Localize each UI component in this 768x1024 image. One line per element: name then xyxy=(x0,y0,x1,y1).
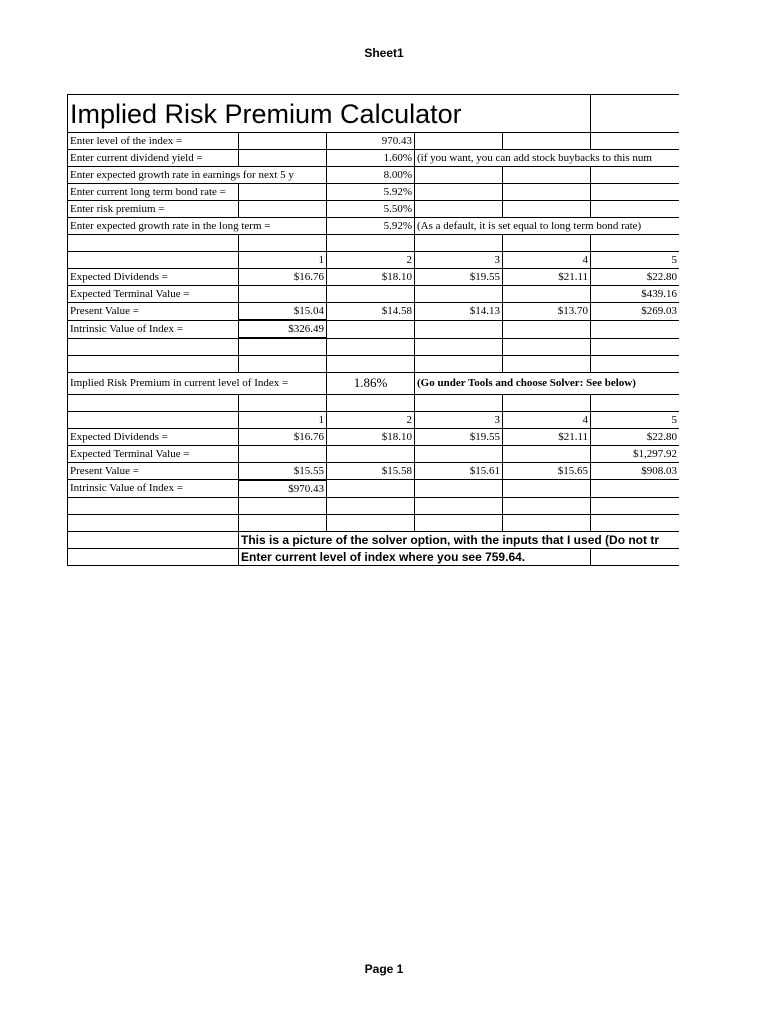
pv-value[interactable]: $15.55 xyxy=(239,462,327,480)
empty-cell[interactable] xyxy=(415,184,503,201)
row-label: Intrinsic Value of Index = xyxy=(68,480,239,498)
empty-cell[interactable] xyxy=(503,394,591,411)
empty-cell[interactable] xyxy=(591,133,679,150)
empty-cell[interactable] xyxy=(239,338,327,355)
empty-cell[interactable] xyxy=(68,394,239,411)
blank-row xyxy=(68,355,680,372)
note-row xyxy=(68,548,680,565)
input-row xyxy=(68,150,680,167)
dividend-value[interactable]: $21.11 xyxy=(503,269,591,286)
empty-cell[interactable] xyxy=(68,531,239,548)
pv-value[interactable]: $13.70 xyxy=(503,303,591,321)
dividend-value[interactable]: $19.55 xyxy=(415,428,503,445)
empty-cell[interactable] xyxy=(327,338,415,355)
empty-cell[interactable] xyxy=(327,355,415,372)
empty-cell[interactable] xyxy=(591,201,679,218)
empty-cell[interactable] xyxy=(591,355,679,372)
row-label: Present Value = xyxy=(68,462,239,480)
empty-cell[interactable] xyxy=(239,235,327,252)
present-value-row xyxy=(68,303,680,321)
empty-cell[interactable] xyxy=(503,286,591,303)
input-label: Enter expected growth rate in the long term = xyxy=(68,218,327,235)
year-header-row xyxy=(68,252,680,269)
empty-cell[interactable] xyxy=(68,548,239,565)
empty-cell[interactable] xyxy=(503,514,591,531)
title-row xyxy=(68,95,680,133)
empty-cell[interactable] xyxy=(68,411,239,428)
empty-cell[interactable] xyxy=(503,480,591,498)
intrinsic-value[interactable]: $970.43 xyxy=(239,480,327,498)
empty-cell[interactable] xyxy=(503,201,591,218)
present-value-row xyxy=(68,462,680,480)
dividend-value[interactable]: $21.11 xyxy=(503,428,591,445)
input-value[interactable]: 970.43 xyxy=(327,133,415,150)
empty-cell[interactable] xyxy=(591,235,679,252)
empty-cell[interactable] xyxy=(239,184,327,201)
blank-row xyxy=(68,394,680,411)
empty-cell[interactable] xyxy=(415,133,503,150)
input-note: (As a default, it is set equal to long term bond rate) xyxy=(415,218,680,235)
empty-cell[interactable] xyxy=(327,514,415,531)
empty-cell[interactable] xyxy=(415,355,503,372)
year-label: 4 xyxy=(503,252,591,269)
empty-cell[interactable] xyxy=(503,133,591,150)
empty-cell[interactable] xyxy=(591,497,679,514)
input-value[interactable]: 8.00% xyxy=(327,167,415,184)
intrinsic-value[interactable]: $326.49 xyxy=(239,320,327,338)
pv-value[interactable]: $15.65 xyxy=(503,462,591,480)
empty-cell[interactable] xyxy=(327,235,415,252)
empty-cell[interactable] xyxy=(503,445,591,462)
input-note: (if you want, you can add stock buybacks to this num xyxy=(415,150,680,167)
year-label: 2 xyxy=(327,411,415,428)
pv-value[interactable]: $15.61 xyxy=(415,462,503,480)
input-value[interactable]: 5.50% xyxy=(327,201,415,218)
empty-cell[interactable] xyxy=(503,497,591,514)
empty-cell[interactable] xyxy=(591,320,679,338)
empty-cell[interactable] xyxy=(327,286,415,303)
empty-cell[interactable] xyxy=(503,355,591,372)
implied-premium-row xyxy=(68,372,680,394)
empty-cell[interactable] xyxy=(327,497,415,514)
empty-cell[interactable] xyxy=(591,514,679,531)
year-label: 5 xyxy=(591,411,679,428)
row-label: Present Value = xyxy=(68,303,239,321)
dividend-value[interactable]: $19.55 xyxy=(415,269,503,286)
empty-cell[interactable] xyxy=(239,514,327,531)
empty-cell[interactable] xyxy=(415,201,503,218)
empty-cell[interactable] xyxy=(68,497,239,514)
row-label: Expected Terminal Value = xyxy=(68,286,239,303)
pv-value[interactable]: $15.04 xyxy=(239,303,327,321)
year-label: 4 xyxy=(503,411,591,428)
year-label: 2 xyxy=(327,252,415,269)
empty-cell[interactable] xyxy=(415,497,503,514)
input-row xyxy=(68,218,680,235)
empty-cell[interactable] xyxy=(68,252,239,269)
empty-cell[interactable] xyxy=(239,355,327,372)
dividend-value[interactable]: $22.80 xyxy=(591,428,679,445)
year-label: 5 xyxy=(591,252,679,269)
pv-value[interactable]: $269.03 xyxy=(591,303,679,321)
empty-cell[interactable] xyxy=(68,338,239,355)
implied-premium-value[interactable]: 1.86% xyxy=(327,372,415,394)
empty-cell[interactable] xyxy=(591,548,679,565)
dividend-value[interactable]: $16.76 xyxy=(239,269,327,286)
year-label: 3 xyxy=(415,252,503,269)
dividends-row xyxy=(68,428,680,445)
empty-cell[interactable] xyxy=(239,201,327,218)
blank-row xyxy=(68,235,680,252)
input-value[interactable]: 5.92% xyxy=(327,184,415,201)
blank-row xyxy=(68,338,680,355)
input-value[interactable]: 1.60% xyxy=(327,150,415,167)
implied-premium-label: Implied Risk Premium in current level of Index = xyxy=(68,372,327,394)
empty-cell[interactable] xyxy=(503,320,591,338)
calculator-table xyxy=(67,94,679,566)
empty-cell[interactable] xyxy=(415,445,503,462)
sheet-title: Sheet1 xyxy=(364,46,404,60)
page-title: Implied Risk Premium Calculator xyxy=(68,95,591,133)
dividend-value[interactable]: $18.10 xyxy=(327,428,415,445)
terminal-row xyxy=(68,286,680,303)
empty-cell[interactable] xyxy=(503,338,591,355)
empty-cell[interactable] xyxy=(327,320,415,338)
year-label: 1 xyxy=(239,411,327,428)
empty-cell[interactable] xyxy=(415,167,503,184)
empty-cell[interactable] xyxy=(415,286,503,303)
terminal-value[interactable]: $1,297.92 xyxy=(591,445,679,462)
row-label: Intrinsic Value of Index = xyxy=(68,320,239,338)
empty-cell[interactable] xyxy=(68,355,239,372)
row-label: Expected Terminal Value = xyxy=(68,445,239,462)
empty-cell[interactable] xyxy=(239,497,327,514)
blank-row xyxy=(68,497,680,514)
intrinsic-row xyxy=(68,320,680,338)
empty-cell[interactable] xyxy=(239,394,327,411)
empty-cell[interactable] xyxy=(591,338,679,355)
empty-cell[interactable] xyxy=(327,445,415,462)
input-label: Enter level of the index = xyxy=(68,133,239,150)
input-row xyxy=(68,133,680,150)
year-label: 1 xyxy=(239,252,327,269)
empty-cell[interactable] xyxy=(591,480,679,498)
empty-cell[interactable] xyxy=(415,235,503,252)
empty-cell[interactable] xyxy=(239,286,327,303)
empty-cell[interactable] xyxy=(239,150,327,167)
row-label: Expected Dividends = xyxy=(68,269,239,286)
pv-value[interactable]: $14.13 xyxy=(415,303,503,321)
year-label: 3 xyxy=(415,411,503,428)
note-row xyxy=(68,531,680,548)
dividend-value[interactable]: $16.76 xyxy=(239,428,327,445)
pv-value[interactable]: $14.58 xyxy=(327,303,415,321)
solver-note: (Go under Tools and choose Solver: See below) xyxy=(415,372,680,394)
empty-cell[interactable] xyxy=(415,394,503,411)
input-label: Enter risk premium = xyxy=(68,201,239,218)
index-level-note: Enter current level of index where you see 759.64. xyxy=(239,548,591,565)
empty-cell[interactable] xyxy=(415,514,503,531)
empty-cell[interactable] xyxy=(591,184,679,201)
dividend-value[interactable]: $22.80 xyxy=(591,269,679,286)
input-row xyxy=(68,184,680,201)
intrinsic-row xyxy=(68,480,680,498)
input-label: Enter current long term bond rate = xyxy=(68,184,239,201)
empty-cell[interactable] xyxy=(591,394,679,411)
input-label: Enter expected growth rate in earnings for next 5 y xyxy=(68,167,327,184)
solver-picture-note: This is a picture of the solver option, with the inputs that I used (Do not tr xyxy=(239,531,680,548)
empty-cell[interactable] xyxy=(327,480,415,498)
empty-cell[interactable] xyxy=(415,338,503,355)
empty-cell[interactable] xyxy=(327,394,415,411)
blank-row xyxy=(68,514,680,531)
terminal-value[interactable]: $439.16 xyxy=(591,286,679,303)
empty-cell[interactable] xyxy=(503,184,591,201)
dividends-row xyxy=(68,269,680,286)
spreadsheet-grid xyxy=(67,94,679,566)
terminal-row xyxy=(68,445,680,462)
empty-cell[interactable] xyxy=(503,235,591,252)
year-header-row xyxy=(68,411,680,428)
input-label: Enter current dividend yield = xyxy=(68,150,239,167)
input-value[interactable]: 5.92% xyxy=(327,218,415,235)
empty-cell[interactable] xyxy=(239,133,327,150)
empty-cell[interactable] xyxy=(591,95,679,133)
empty-cell[interactable] xyxy=(503,167,591,184)
empty-cell[interactable] xyxy=(415,480,503,498)
empty-cell[interactable] xyxy=(591,167,679,184)
page-number: Page 1 xyxy=(364,962,404,976)
empty-cell[interactable] xyxy=(68,235,239,252)
empty-cell[interactable] xyxy=(239,445,327,462)
pv-value[interactable]: $15.58 xyxy=(327,462,415,480)
empty-cell[interactable] xyxy=(415,320,503,338)
dividend-value[interactable]: $18.10 xyxy=(327,269,415,286)
input-row xyxy=(68,167,680,184)
input-row xyxy=(68,201,680,218)
row-label: Expected Dividends = xyxy=(68,428,239,445)
empty-cell[interactable] xyxy=(68,514,239,531)
pv-value[interactable]: $908.03 xyxy=(591,462,679,480)
